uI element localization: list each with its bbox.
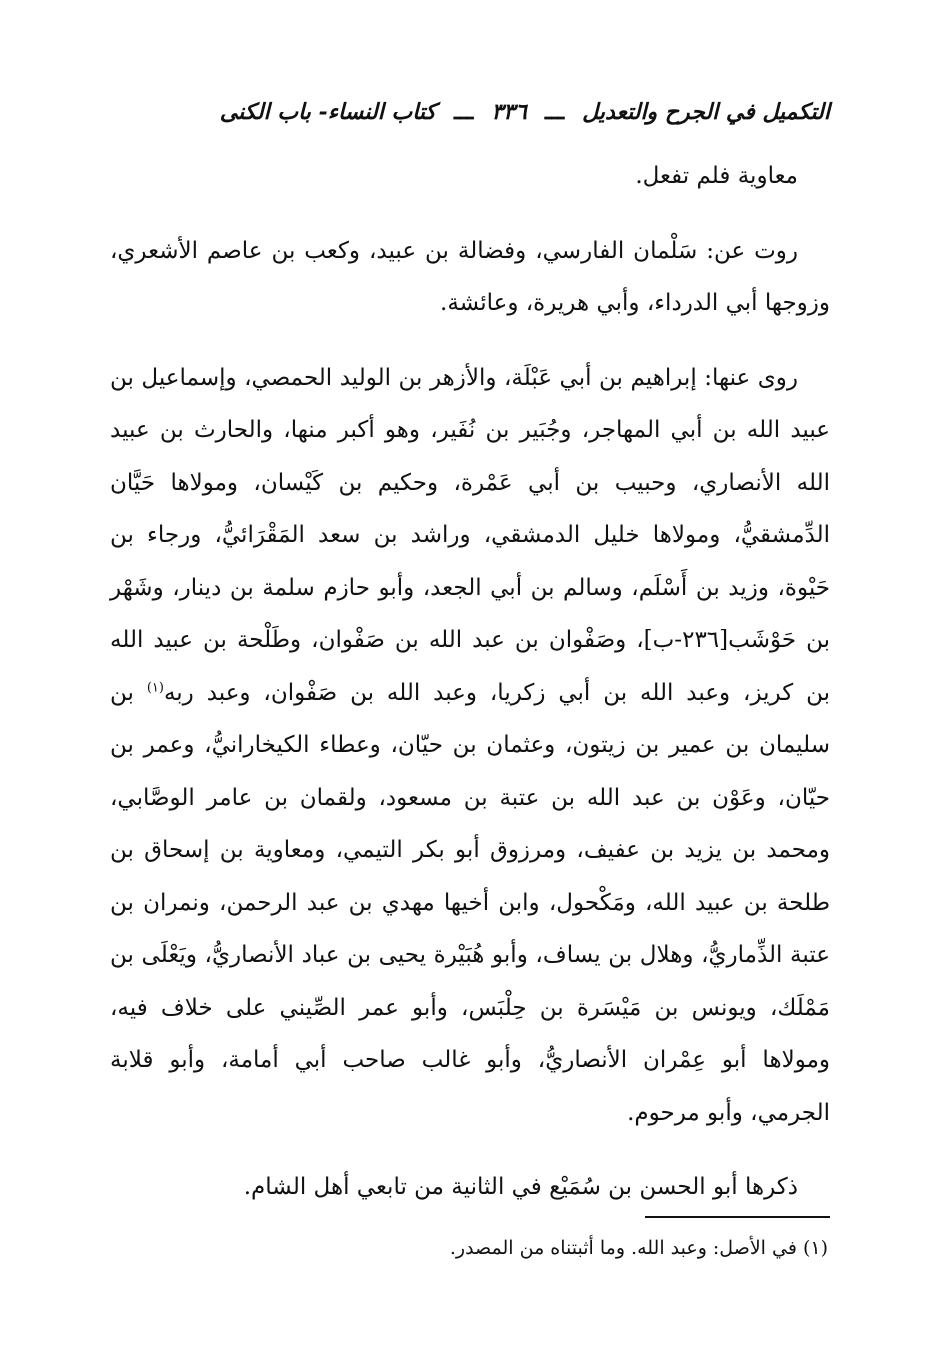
paragraph-mention: ذكرها أبو الحسن بن سُمَيْع في الثانية من تابعي أهل الشام. [243,1174,798,1200]
footnote: (١) في الأصل: وعبد الله. وما أثبتناه من المصدر. [449,1237,828,1259]
book-title: التكميل في الجرح والتعديل [582,99,830,125]
header-dash-1: ـــ [544,99,565,125]
paragraph-narrated-from: روت عن: سَلْمان الفارسي، وفضالة بن عبيد، وكعب بن عاصم الأشعري، وزوجها أبي الدرداء، وأبي هريرة، وعائشة. [110,237,830,316]
narrators-list-part2: بن سليمان بن عمير بن زيتون، وعثمان بن حيّان، وعطاء الكيخارانيُّ، وعمر بن حيّان، وعَوْن بن عبد الله بن عتبة بن مسعود، ولقمان بن عامر الوصَّابي، ومحمد بن يزيد بن عفيف، ومرزوق أبو بكر التيمي، ومعاوية بن إسحاق بن طلحة بن عبيد الله، ومَكْحول، وابن أخيها مهدي بن عبد الرحمن، ونمران بن عتبة الذِّماريُّ، وهلال بن يساف، وأبو هُبَيْرة يحيى بن عباد الأنصاريُّ، ويَعْلَى بن مَمْلَك، ويونس بن مَيْسَرة بن حِلْبَس، وأبو عمر الصِّيني على خلاف فيه، ومولاها أبو عِمْران الأنصاريُّ، وأبو غالب صاحب أبي أمامة، وأبو قلابة الجرمي، وأبو مرحوم. [110,679,830,1126]
section-title: كتاب النساء- باب الكنى [219,99,437,125]
footnote-reference: (١) [146,679,164,695]
page-number: ٣٣٦ [491,99,527,125]
header-dash-2: ـــ [454,99,474,125]
paragraph-narrated-by [110,352,830,1140]
footnote-divider [645,1216,830,1218]
narrators-list-part1: روى عنها: إبراهيم بن أبي عَبْلَة، والأزهر بن الوليد الحمصي، وإسماعيل بن عبيد الله بن أبي المهاجر، وجُبَير بن نُفَير، وهو أكبر منها، والحارث بن عبيد الله الأنصاري، وحبيب بن أبي عَمْرة، وحكيم بن كَيْسان، ومولاها حَيَّان الدِّمشقيُّ، ومولاها خليل الدمشقي، وراشد بن سعد المَقْرَائيُّ، ورجاء بن حَيْوة، وزيد بن أَسْلَم، وسالم بن أبي الجعد، وأبو حازم سلمة بن دينار، وشَهْر بن حَوْشَب[٢٣٦-ب]، وصَفْوان بن عبد الله بن صَفْوان، وطَلْحة بن عبيد الله بن كريز، وعبد الله بن أبي زكريا، وعبد الله بن صَفْوان، وعبد ربه [110,364,830,706]
main-text [110,150,830,1236]
running-header [128,92,830,132]
paragraph-continuation: معاوية فلم تفعل. [635,163,798,189]
